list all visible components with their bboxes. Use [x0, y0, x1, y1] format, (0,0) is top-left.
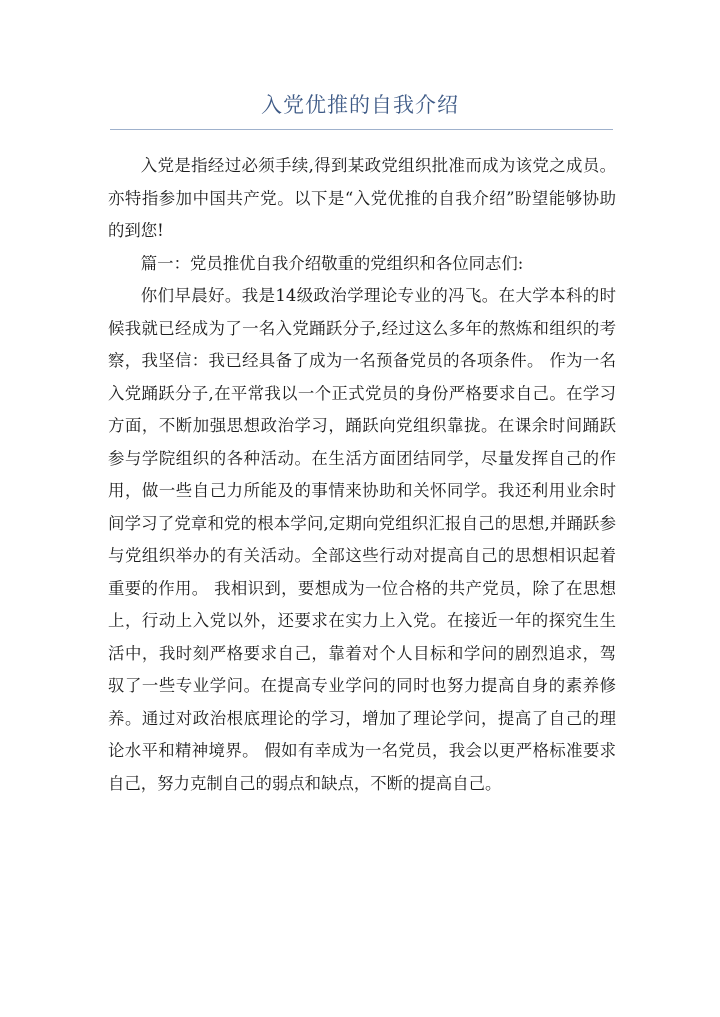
body-paragraph: 你们早晨好。我是14级政治学理论专业的冯飞。在大学本科的时候我就已经成为了一名入党踊跃分子,经过这么多年的熬炼和组织的考察，我坚信：我已经具备了成为一名预备党员的各项条件。 作为一名入党踊跃分子,在平常我以一个正式党员的身份严格要求自己。在学习方面，不断加强思想政治学习，踊跃向党组织靠拢。在课余时间踊跃参与学院组织的各种活动。在生活方面团结同学，尽量发挥自己的作用，做一些自己力所能及的事情来协助和关怀同学。我还利用业余时间学习了党章和党的根本学问,定期向党组织汇报自己的思想,并踊跃参与党组织举办的有关活动。全部这些行动对提高自己的思想相识起着重要的作用。 我相识到，要想成为一位合格的共产党员，除了在思想上，行动上入党以外，还要求在实力上入党。在接近一年的探究生生活中，我时刻严格要求自己，靠着对个人目标和学问的剧烈追求，驾驭了一些专业学问。在提高专业学问的同时也努力提高自身的素养修养。通过对政治根底理论的学习，增加了理论学问，提高了自己的理论水平和精神境界。 假如有幸成为一名党员，我会以更严格标准要求自己，努力克制自己的弱点和缺点，不断的提高自己。 — [108, 286, 616, 793]
intro-paragraph: 入党是指经过必须手续,得到某政党组织批准而成为该党之成员。亦特指参加中国共产党。以下是“入党优推的自我介绍”盼望能够协助的到您! — [108, 156, 616, 240]
title-divider — [110, 129, 613, 130]
document-title: 入党优推的自我介绍 — [261, 93, 459, 117]
section-heading-paragraph: 篇一：党员推优自我介绍敬重的党组织和各位同志们: — [140, 253, 524, 273]
document-body — [108, 150, 616, 800]
